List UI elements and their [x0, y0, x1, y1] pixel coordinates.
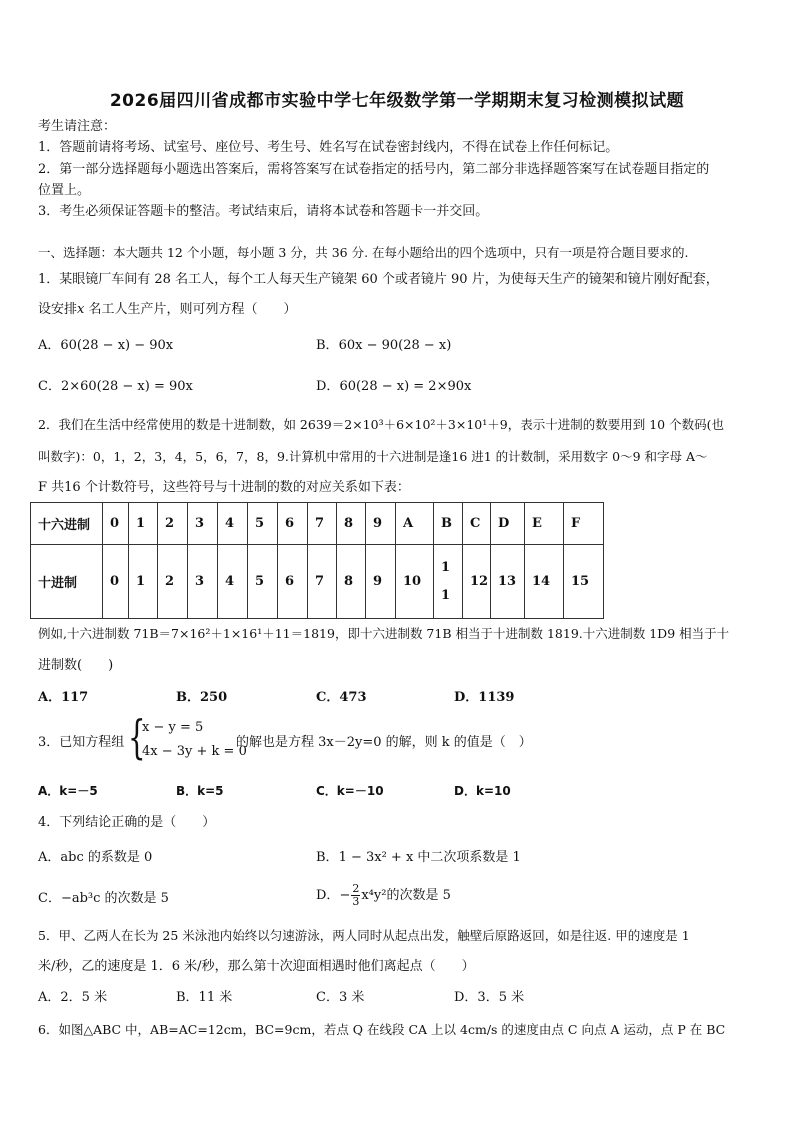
q2-option-d: D．1139	[454, 690, 515, 705]
q4-option-b-label: B．	[316, 850, 339, 865]
q4-stem: 4．下列结论正确的是（ ）	[38, 815, 216, 830]
notice-item-2: 2．第一部分选择题每小题选出答案后，需将答案写在试卷指定的括号内，第二部分非选择题答案写在试卷题目指定的	[38, 162, 710, 177]
q1-option-d-label: D．	[316, 379, 340, 394]
q3-option-a: A．k=－5	[38, 784, 98, 798]
q1-stem-line2	[38, 302, 760, 318]
table-cell: 十六进制	[31, 503, 103, 545]
q1-option-d-expr: 60(28 − x) = 2×90x	[339, 379, 472, 394]
table-cell: B	[434, 503, 463, 545]
q2-example-line1: 例如,十六进制数 71B＝7×16²＋1×16¹＋11＝1819，即十六进制数 71B 相当于十进制数 1819.十六进制数 1D9 相当于十	[38, 626, 730, 641]
q4-option-d-expr: x⁴y²	[361, 888, 387, 903]
brace-icon: {	[128, 710, 146, 764]
q2-option-a: A．117	[38, 690, 89, 705]
table-cell: 7	[308, 545, 337, 619]
table-cell: 3	[188, 503, 218, 545]
q4-option-d-text: 的次数是 5	[386, 888, 451, 903]
table-cell: 6	[278, 545, 308, 619]
q1-option-a-expr: 60(28 − x) − 90x	[60, 338, 174, 353]
q4-option-b-text: 中二次项系数是 1	[413, 850, 521, 865]
q5-stem-line2: 米/秒，乙的速度是 1．6 米/秒，那么第十次迎面相遇时他们离起点（ ）	[38, 959, 475, 974]
q4-option-d-label: D．	[316, 888, 340, 903]
notice-heading: 考生请注意：	[38, 119, 117, 134]
table-cell: 2	[158, 545, 188, 619]
q3-equation-system	[128, 710, 247, 764]
table-cell: 10	[396, 545, 434, 619]
table-cell: 1	[129, 503, 158, 545]
notice-item-3: 3．考生必须保证答题卡的整洁。考试结束后，请将本试卷和答题卡一并交回。	[38, 204, 489, 219]
table-cell: 13	[491, 545, 525, 619]
table-row	[31, 545, 604, 619]
q3-equation-1: x − y = 5	[142, 720, 204, 735]
table-cell: 15	[564, 545, 604, 619]
q2-stem-line1: 2．我们在生活中经常使用的数是十进制数，如 2639＝2×10³＋6×10²＋3×10¹＋9，表示十进制的数要用到 10 个数码(也	[38, 417, 724, 432]
q5-stem-line1: 5．甲、乙两人在长为 25 米泳池内始终以匀速游泳，两人同时从起点出发，触壁后原路返回，如是往返. 甲的速度是 1	[38, 928, 690, 943]
q5-option-d: D．3．5 米	[454, 990, 525, 1005]
q3-option-c: C．k=－10	[316, 784, 384, 798]
table-cell: 1	[129, 545, 158, 619]
q1-stem-line1: 1．某眼镜厂车间有 28 名工人，每个工人每天生产镜架 60 个或者镜片 90 片，为使每天生产的镜架和镜片刚好配套，	[38, 272, 719, 287]
table-cell-bottom: 1	[441, 587, 451, 603]
table-cell: 8	[337, 503, 366, 545]
table-cell: 6	[278, 503, 308, 545]
q3-equation-2: 4x − 3y + k = 0	[142, 744, 247, 759]
q1-option-d	[316, 379, 471, 395]
table-cell: 5	[248, 545, 278, 619]
q4-option-c-text: 的次数是 5	[100, 891, 169, 906]
q3-prefix: 3．已知方程组	[38, 735, 125, 750]
q4-option-b-expr: 1 − 3x² + x	[338, 850, 414, 865]
notice-item-1: 1．答题前请将考场、试室号、座位号、考生号、姓名写在试卷密封线内，不得在试卷上作任何标记。	[38, 140, 619, 155]
table-cell-stacked	[434, 545, 463, 619]
q1-option-c-expr: 2×60(28 − x) = 90x	[60, 379, 193, 394]
q2-stem-line2: 叫数字)：0，1，2，3，4，5，6，7，8，9.计算机中常用的十六进制是逢16 进1 的计数制，采用数字 0～9 和字母 A～	[38, 449, 708, 464]
q3-option-b: B．k=5	[176, 784, 224, 798]
q1-stem-line2-b: 名工人生产片，则可列方程（ ）	[84, 302, 297, 317]
q1-option-b	[316, 338, 451, 354]
q5-option-b: B．11 米	[176, 990, 233, 1005]
table-cell: 0	[103, 545, 129, 619]
q1-option-c	[38, 379, 193, 395]
q2-option-c: C．473	[316, 690, 367, 705]
table-cell: 0	[103, 503, 129, 545]
table-cell: 12	[463, 545, 491, 619]
q1-option-b-expr: 60x − 90(28 − x)	[338, 338, 452, 353]
table-cell: 14	[525, 545, 564, 619]
table-cell: C	[463, 503, 491, 545]
hex-decimal-table	[30, 502, 604, 619]
q4-option-a	[38, 850, 152, 866]
q2-option-b: B．250	[176, 690, 228, 705]
q4-option-d-fraction	[351, 883, 360, 908]
fraction-numerator: 2	[352, 882, 360, 895]
table-cell: 9	[366, 503, 396, 545]
q4-option-a-label: A．	[38, 850, 61, 865]
q2-stem-line3: F 共16 个计数符号，这些符号与十进制的数的对应关系如下表：	[38, 480, 410, 495]
table-cell: D	[491, 503, 525, 545]
table-cell: 4	[218, 545, 248, 619]
q4-option-a-text: 的系数是 0	[83, 850, 153, 865]
table-row	[31, 503, 604, 545]
table-cell: 4	[218, 503, 248, 545]
section-heading: 一、选择题：本大题共 12 个小题，每小题 3 分，共 36 分. 在每小题给出的四个选项中，只有一项是符合题目要求的.	[38, 245, 689, 260]
q1-var-x: x	[77, 302, 85, 317]
table-cell: 2	[158, 503, 188, 545]
q4-option-d-minus: −	[339, 888, 351, 903]
q4-option-a-expr: abc	[60, 850, 84, 865]
table-cell: 3	[188, 545, 218, 619]
q2-example-line2: 进制数( )	[38, 658, 114, 673]
table-cell: 9	[366, 545, 396, 619]
table-cell: 十进制	[31, 545, 103, 619]
table-cell: F	[564, 503, 604, 545]
q1-option-b-label: B．	[316, 338, 339, 353]
q5-option-c: C．3 米	[316, 990, 365, 1005]
q4-option-b	[316, 850, 521, 866]
table-cell: 8	[337, 545, 366, 619]
table-cell: E	[525, 503, 564, 545]
q4-option-c-expr: −ab³c	[60, 891, 101, 906]
q4-option-c	[38, 891, 169, 907]
table-cell: 5	[248, 503, 278, 545]
q4-option-d	[316, 882, 451, 910]
q1-stem-line2-a: 设安排	[38, 302, 78, 317]
q1-option-a	[38, 338, 173, 354]
q6-stem-line1: 6．如图△ABC 中，AB=AC=12cm，BC=9cm，若点 Q 在线段 CA 上以 4cm/s 的速度由点 C 向点 A 运动，点 P 在 BC	[38, 1022, 726, 1037]
notice-item-2-cont: 位置上。	[38, 183, 91, 198]
q1-option-a-label: A．	[38, 338, 61, 353]
q4-option-c-label: C．	[38, 891, 61, 906]
table-cell-top: 1	[441, 559, 451, 575]
q1-option-c-label: C．	[38, 379, 61, 394]
q5-option-a: A．2．5 米	[38, 990, 108, 1005]
table-cell: A	[396, 503, 434, 545]
q3-suffix: 的解也是方程 3x－2y=0 的解，则 k 的值是（ ）	[236, 735, 532, 750]
table-cell: 7	[308, 503, 337, 545]
fraction-denominator: 3	[352, 895, 360, 908]
page-title: 2026届四川省成都市实验中学七年级数学第一学期期末复习检测模拟试题	[109, 91, 685, 111]
q3-option-d: D．k=10	[454, 784, 511, 798]
